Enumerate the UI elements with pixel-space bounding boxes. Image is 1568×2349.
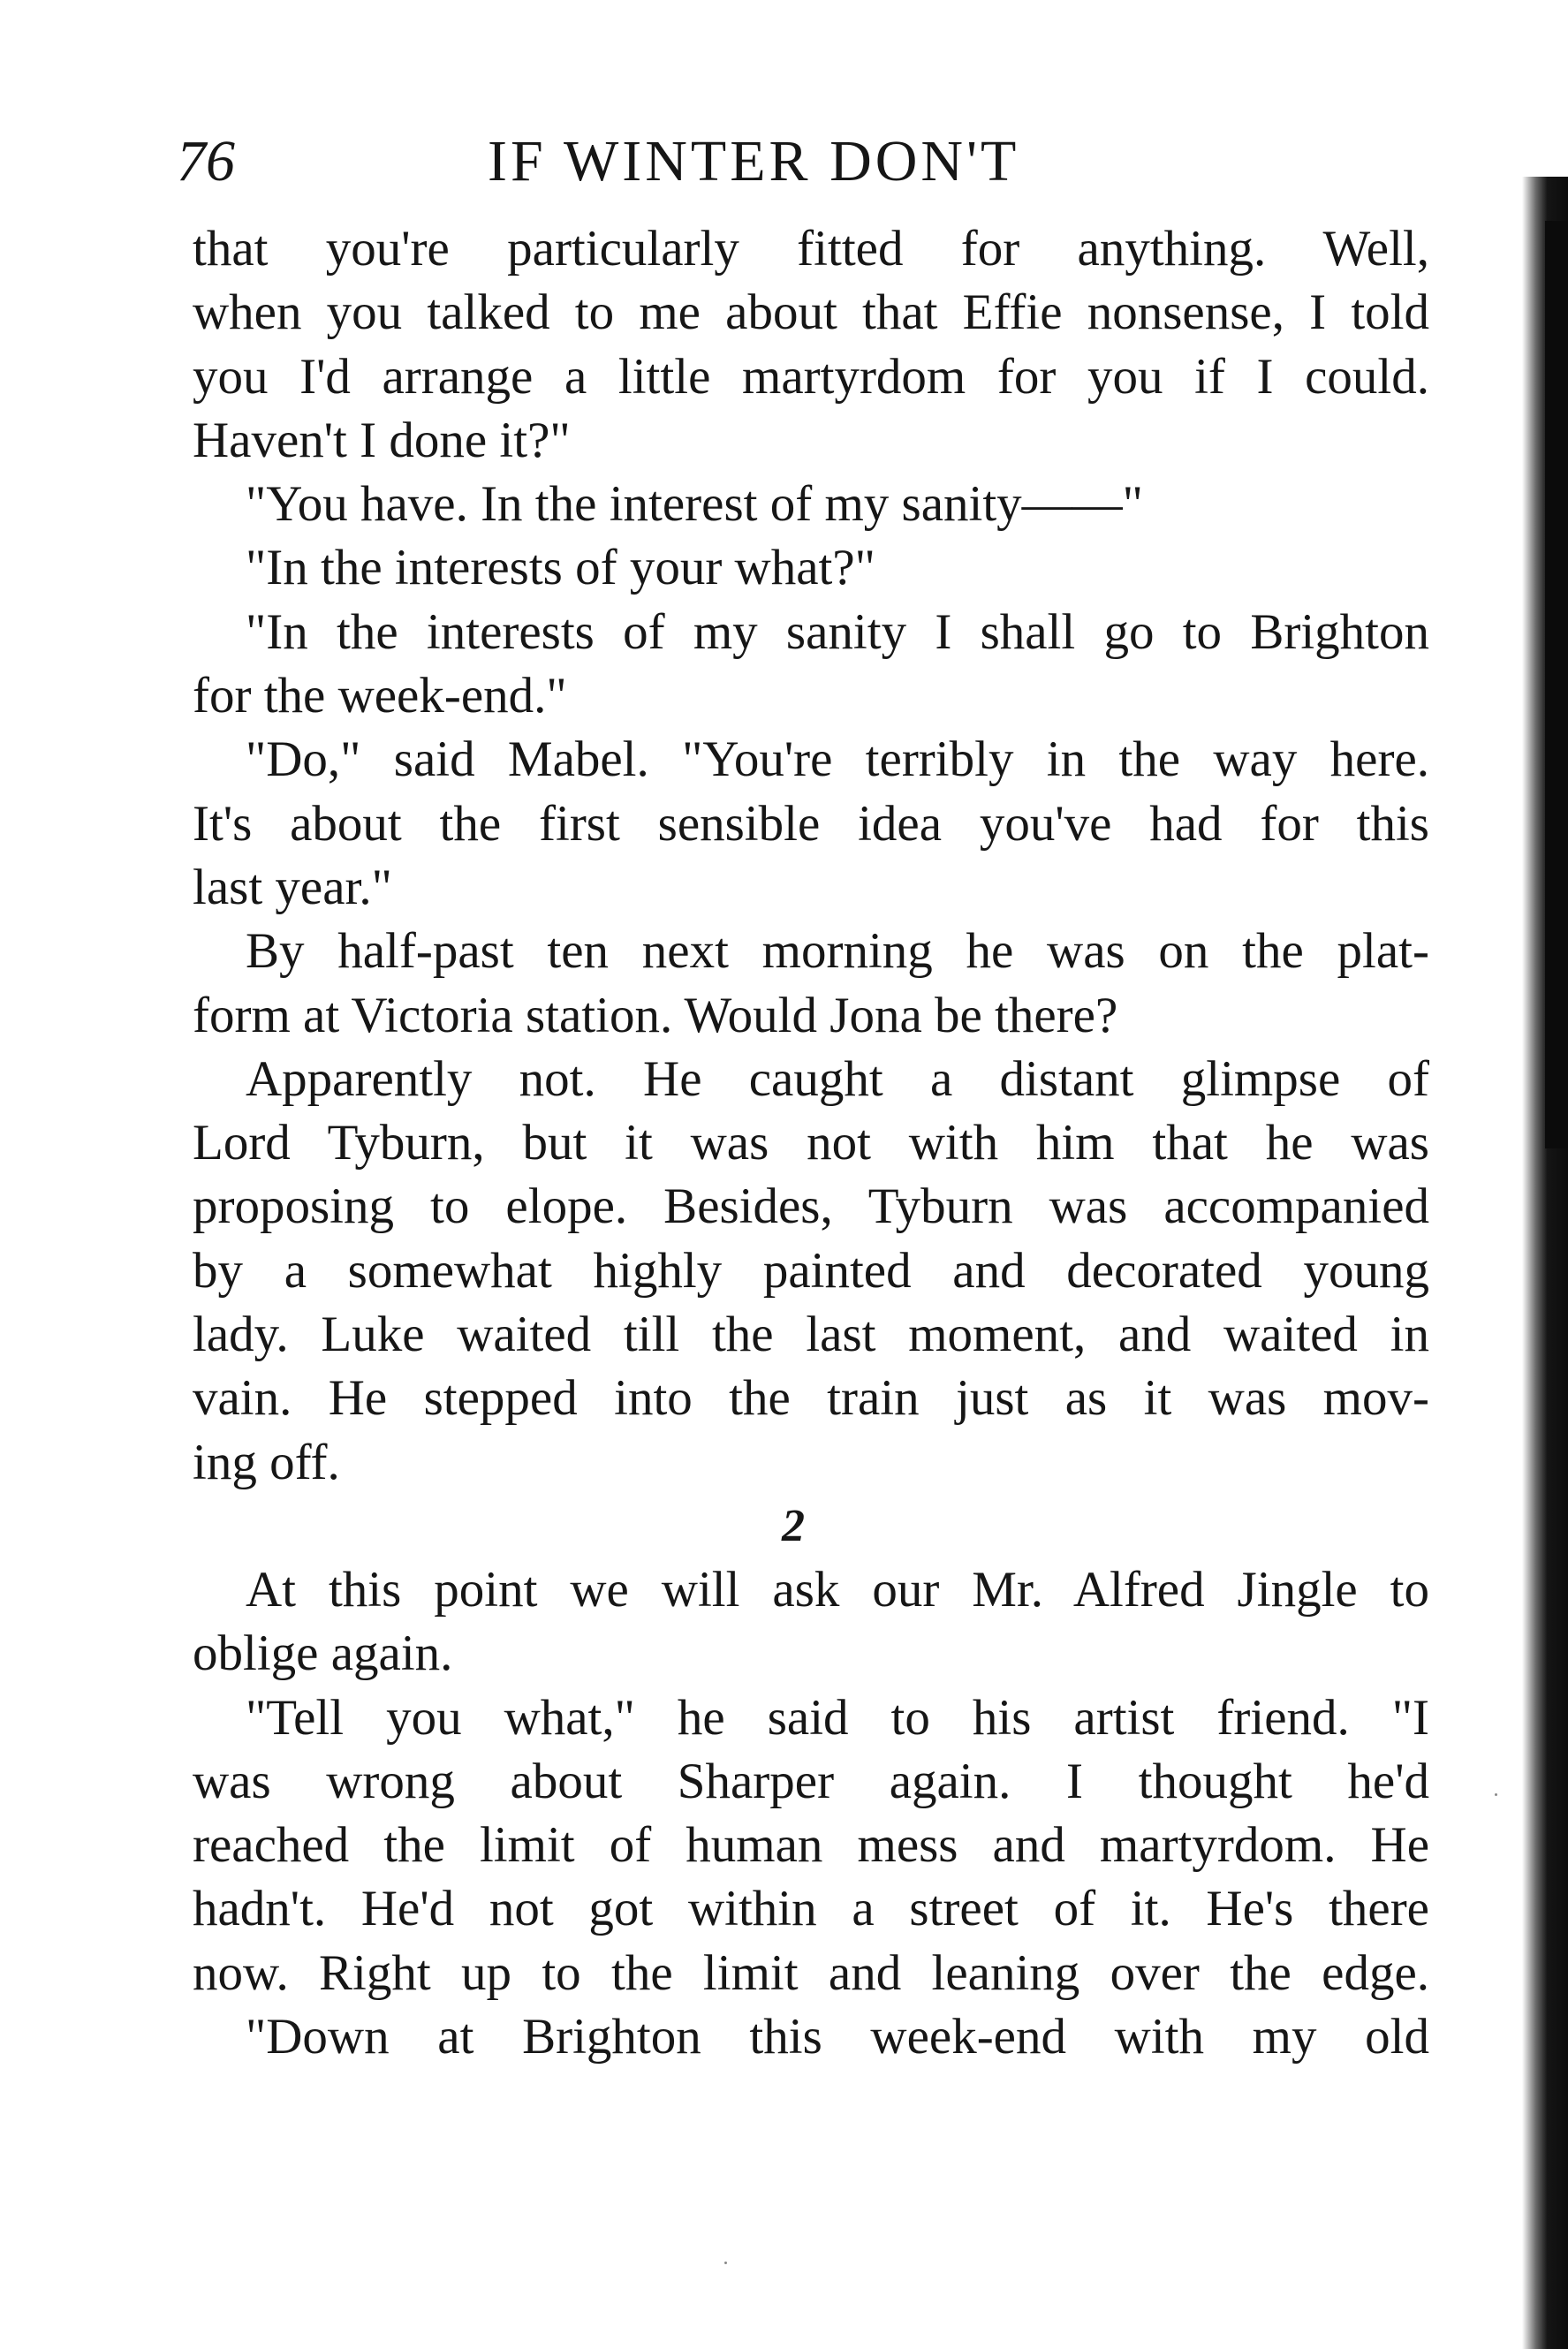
text-line: lady. Luke waited till the last moment, and waited in — [193, 1307, 1429, 1363]
text-line: proposing to elope. Besides, Tyburn was accompanied — [193, 1178, 1429, 1235]
text-line: for the week-end." — [193, 668, 567, 724]
text-line: by a somewhat highly painted and decorated young — [193, 1242, 1429, 1299]
text-line: "Tell you what," he said to his artist friend. "I — [246, 1689, 1429, 1746]
text-line: "In the interests of my sanity I shall go to Brighton — [246, 603, 1429, 660]
text-line: ing off. — [193, 1434, 340, 1490]
text-line: hadn't. He'd not got within a street of it. He's there — [193, 1881, 1429, 1937]
text-line: "In the interests of your what?" — [246, 540, 875, 596]
text-line: now. Right up to the limit and leaning over the edge. — [193, 1944, 1429, 2001]
text-line: Apparently not. He caught a distant glimpse of — [246, 1050, 1429, 1107]
scan-speck — [724, 2262, 727, 2264]
page-header — [177, 122, 1431, 201]
text-line: By half-past ten next morning he was on the plat- — [246, 923, 1429, 980]
text-line: "You have. In the interest of my sanity——" — [246, 476, 1143, 533]
text-line: Haven't I done it?" — [193, 412, 571, 468]
section-number: 2 — [782, 1500, 805, 1551]
text-line: "Do," said Mabel. "You're terribly in the way here. — [246, 731, 1429, 788]
text-line: oblige again. — [193, 1625, 453, 1682]
text-line: It's about the first sensible idea you've had for this — [193, 795, 1429, 852]
text-line: you I'd arrange a little martyrdom for you if I could. — [193, 348, 1429, 405]
scan-edge-dark-band — [1545, 221, 1568, 1148]
text-line: reached the limit of human mess and martyrdom. He — [193, 1817, 1429, 1874]
body-text — [193, 217, 1429, 2069]
text-line: Lord Tyburn, but it was not with him that he was — [193, 1115, 1429, 1171]
page-number: 76 — [177, 129, 235, 193]
text-line: vain. He stepped into the train just as it was mov- — [193, 1370, 1429, 1427]
text-line: At this point we will ask our Mr. Alfred Jingle to — [246, 1561, 1429, 1618]
running-head-title: IF WINTER DON'T — [488, 129, 1020, 193]
scan-speck — [1495, 1793, 1497, 1796]
text-line: last year." — [193, 859, 392, 915]
text-line: form at Victoria station. Would Jona be there? — [193, 987, 1118, 1043]
text-line: that you're particularly fitted for anything. Well, — [193, 221, 1429, 277]
text-line: was wrong about Sharper again. I thought he'd — [193, 1753, 1429, 1809]
text-line: when you talked to me about that Effie nonsense, I told — [193, 284, 1429, 341]
text-line: "Down at Brighton this week-end with my old — [246, 2009, 1429, 2065]
